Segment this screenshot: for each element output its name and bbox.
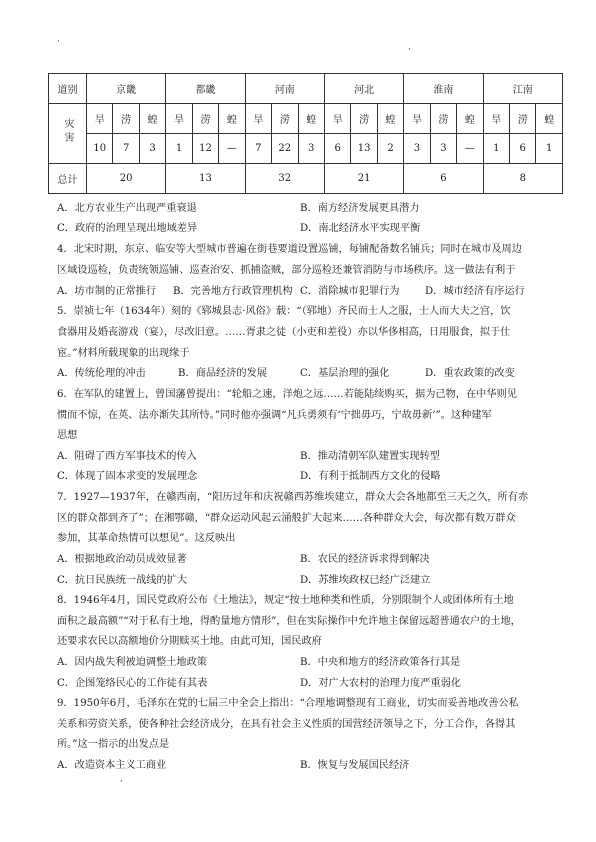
type-cell: 蝗 bbox=[139, 104, 165, 134]
value-cell: 7 bbox=[245, 134, 271, 164]
q3-option-a: A．北方农业生产出现严重衰退 bbox=[57, 203, 197, 214]
region-cell: 京畿 bbox=[87, 74, 166, 104]
value-cell: 6 bbox=[324, 134, 350, 164]
q3-option-b: B．南方经济发展更具潜力 bbox=[300, 203, 420, 214]
region-cell: 都畿 bbox=[166, 74, 245, 104]
q7-option-d: D．苏维埃政权已经广泛建立 bbox=[300, 575, 431, 586]
total-cell: 20 bbox=[87, 164, 166, 194]
q6-option-b: B．推动清朝军队建置实现转型 bbox=[300, 451, 440, 462]
q8-option-c: C．企图笼络民心的工作徒有其表 bbox=[57, 678, 208, 689]
type-cell: 旱 bbox=[87, 104, 113, 134]
value-cell: 13 bbox=[351, 134, 377, 164]
value-cell: 10 bbox=[87, 134, 113, 164]
region-cell: 江南 bbox=[483, 74, 562, 104]
value-cell: — bbox=[219, 134, 245, 164]
q4-stem-line: 4．北宋时期，东京、临安等大型城市普遍在街巷要道设置巡铺，每铺配备数名铺兵；同时在城市及周边 bbox=[57, 244, 522, 255]
total-cell: 6 bbox=[404, 164, 483, 194]
value-cell: — bbox=[457, 134, 483, 164]
q8-option-a: A．因内战失利被迫调整土地政策 bbox=[57, 657, 207, 668]
total-cell: 8 bbox=[483, 164, 562, 194]
total-cell: 32 bbox=[245, 164, 324, 194]
table-type-row bbox=[49, 104, 563, 134]
type-cell: 旱 bbox=[245, 104, 271, 134]
table-header-row bbox=[49, 74, 563, 104]
q6-stem-line: 思想 bbox=[57, 430, 78, 441]
q4-stem-line: 区域设巡检，负责统领巡铺、巡查治安、抓捕盗贼，部分巡检还兼管消防与市场秩序。这一做法有利于 bbox=[57, 265, 516, 276]
region-cell: 淮南 bbox=[404, 74, 483, 104]
value-cell: 3 bbox=[139, 134, 165, 164]
value-cell: 1 bbox=[166, 134, 192, 164]
q5-option-b: B．商品经济的发展 bbox=[178, 368, 267, 379]
q6-option-d: D．有利于抵制西方文化的侵略 bbox=[300, 471, 441, 482]
q7-stem-line: 参加，其革命热情可以想见”。这反映出 bbox=[57, 533, 236, 544]
table-total-row bbox=[49, 164, 563, 194]
q5-option-c: C．基层治理的强化 bbox=[300, 368, 390, 379]
type-cell: 蝗 bbox=[457, 104, 483, 134]
q6-option-c: C．体现了固本求变的发展理念 bbox=[57, 471, 198, 482]
corner-mark-bottom: · bbox=[120, 777, 123, 787]
type-cell: 旱 bbox=[166, 104, 192, 134]
header-label-cell: 道别 bbox=[49, 74, 87, 104]
value-cell: 7 bbox=[113, 134, 139, 164]
type-cell: 涝 bbox=[113, 104, 139, 134]
value-cell: 22 bbox=[272, 134, 298, 164]
total-label-cell: 总计 bbox=[49, 164, 87, 194]
q7-stem-line: 7．1927—1937年，在赣西南，“阳历过年和庆祝赣西苏维埃建立，群众大会各地都至三天之久，所有赤 bbox=[57, 492, 529, 503]
q9-stem-line: 关系和劳资关系，使各种社会经济成分，在具有社会主义性质的国营经济领导之下，分工合作，各得其 bbox=[57, 719, 516, 730]
q8-option-d: D．对广大农村的治理力度严重弱化 bbox=[300, 678, 461, 689]
disaster-table bbox=[48, 73, 563, 194]
q5-option-a: A．传统伦理的冲击 bbox=[57, 368, 146, 379]
corner-mark-right: · bbox=[408, 45, 411, 55]
table-value-row bbox=[49, 134, 563, 164]
region-cell: 河南 bbox=[245, 74, 324, 104]
value-cell: 3 bbox=[298, 134, 324, 164]
value-cell: 6 bbox=[510, 134, 536, 164]
q9-stem-line: 9．1950年6月，毛泽东在党的七届三中全会上指出：“合理地调整现有工商业，切实而妥善地改善公私 bbox=[57, 698, 519, 709]
q9-option-a: A．改造资本主义工商业 bbox=[57, 760, 167, 771]
q7-option-a: A．根据地政治动员成效显著 bbox=[57, 554, 187, 565]
q3-option-c: C．政府的治理呈现出地域差异 bbox=[57, 223, 198, 234]
total-cell: 13 bbox=[166, 164, 245, 194]
q4-option-c: C．消除城市犯罪行为 bbox=[300, 286, 400, 297]
region-cell: 河北 bbox=[324, 74, 403, 104]
type-cell: 涝 bbox=[272, 104, 298, 134]
q7-stem-line: 区的群众都到齐了”；在湘鄂赣，“群众运动风起云涌般扩大起来……各种群众大会，每次都有数万群众 bbox=[57, 513, 516, 524]
value-cell: 1 bbox=[536, 134, 563, 164]
q9-stem-line: 所。”这一指示的出发点是 bbox=[57, 739, 170, 750]
value-cell: 12 bbox=[192, 134, 218, 164]
type-cell: 蝗 bbox=[219, 104, 245, 134]
q6-stem-line: 惯而不惊，在英、法亦渐失其所恃。”同时他亦强调“凡兵勇须有‘宁拙毋巧，宁故毋新’”。这种建军 bbox=[57, 410, 492, 421]
q3-option-d: D．南北经济水平实现平衡 bbox=[300, 223, 421, 234]
value-cell: 2 bbox=[377, 134, 403, 164]
q8-stem-line: 8．1946年4月，国民党政府公布《土地法》，规定“按土地种类和性质，分别限制个人或团体所有土地 bbox=[57, 595, 514, 606]
type-cell: 涝 bbox=[192, 104, 218, 134]
type-cell: 旱 bbox=[483, 104, 509, 134]
type-cell: 涝 bbox=[430, 104, 456, 134]
q4-option-d: D．城市经济有序运行 bbox=[425, 286, 525, 297]
value-cell: 3 bbox=[404, 134, 430, 164]
corner-mark-left: · bbox=[57, 37, 60, 47]
q8-stem-line: 还要求农民以高额地价分期赎买土地。由此可知，国民政府 bbox=[57, 636, 322, 647]
value-cell: 3 bbox=[430, 134, 456, 164]
q5-option-d: D．重农政策的改变 bbox=[425, 368, 515, 379]
type-cell: 蝗 bbox=[298, 104, 324, 134]
type-cell: 旱 bbox=[324, 104, 350, 134]
type-cell: 蝗 bbox=[536, 104, 563, 134]
q8-stem-line: 面积之最高额”“对于私有土地，得酌量地方情形”，但在实际操作中允许地主保留远超普通农户的土地， bbox=[57, 616, 521, 627]
q4-option-b: B．完善地方行政管理机构 bbox=[173, 286, 293, 297]
type-cell: 蝗 bbox=[377, 104, 403, 134]
q4-option-a: A．坊市制的正常推行 bbox=[57, 286, 157, 297]
q7-option-b: B．农民的经济诉求得到解决 bbox=[300, 554, 430, 565]
q5-stem-line: 食器用及婚丧游戏（宴），尽改旧意。……胥隶之徒（小吏和差役）亦以华侈相高，日用服食，拟于仕 bbox=[57, 327, 511, 338]
q5-stem-line: 宦。”材料所载现象的出现缘于 bbox=[57, 348, 190, 359]
q6-option-a: A．阻碍了西方军事技术的传入 bbox=[57, 451, 197, 462]
q8-option-b: B．中央和地方的经济政策各行其是 bbox=[300, 657, 461, 668]
disaster-label-cell: 灾害 bbox=[49, 104, 87, 164]
type-cell: 涝 bbox=[510, 104, 536, 134]
q5-stem-line: 5．崇祯七年（1634年）刻的《郓城县志·风俗》载：“（郓地）齐民而士人之服，士人而大夫之宫，饮 bbox=[57, 306, 511, 317]
value-cell: 1 bbox=[483, 134, 509, 164]
q7-option-c: C．抗日民族统一战线的扩大 bbox=[57, 575, 188, 586]
q9-option-b: B．恢复与发展国民经济 bbox=[300, 760, 410, 771]
type-cell: 旱 bbox=[404, 104, 430, 134]
type-cell: 涝 bbox=[351, 104, 377, 134]
total-cell: 21 bbox=[324, 164, 403, 194]
q6-stem-line: 6．在军队的建置上，曾国藩曾提出：“轮船之速，洋炮之远……若能陆续购买，据为己物，在中华则见 bbox=[57, 389, 517, 400]
